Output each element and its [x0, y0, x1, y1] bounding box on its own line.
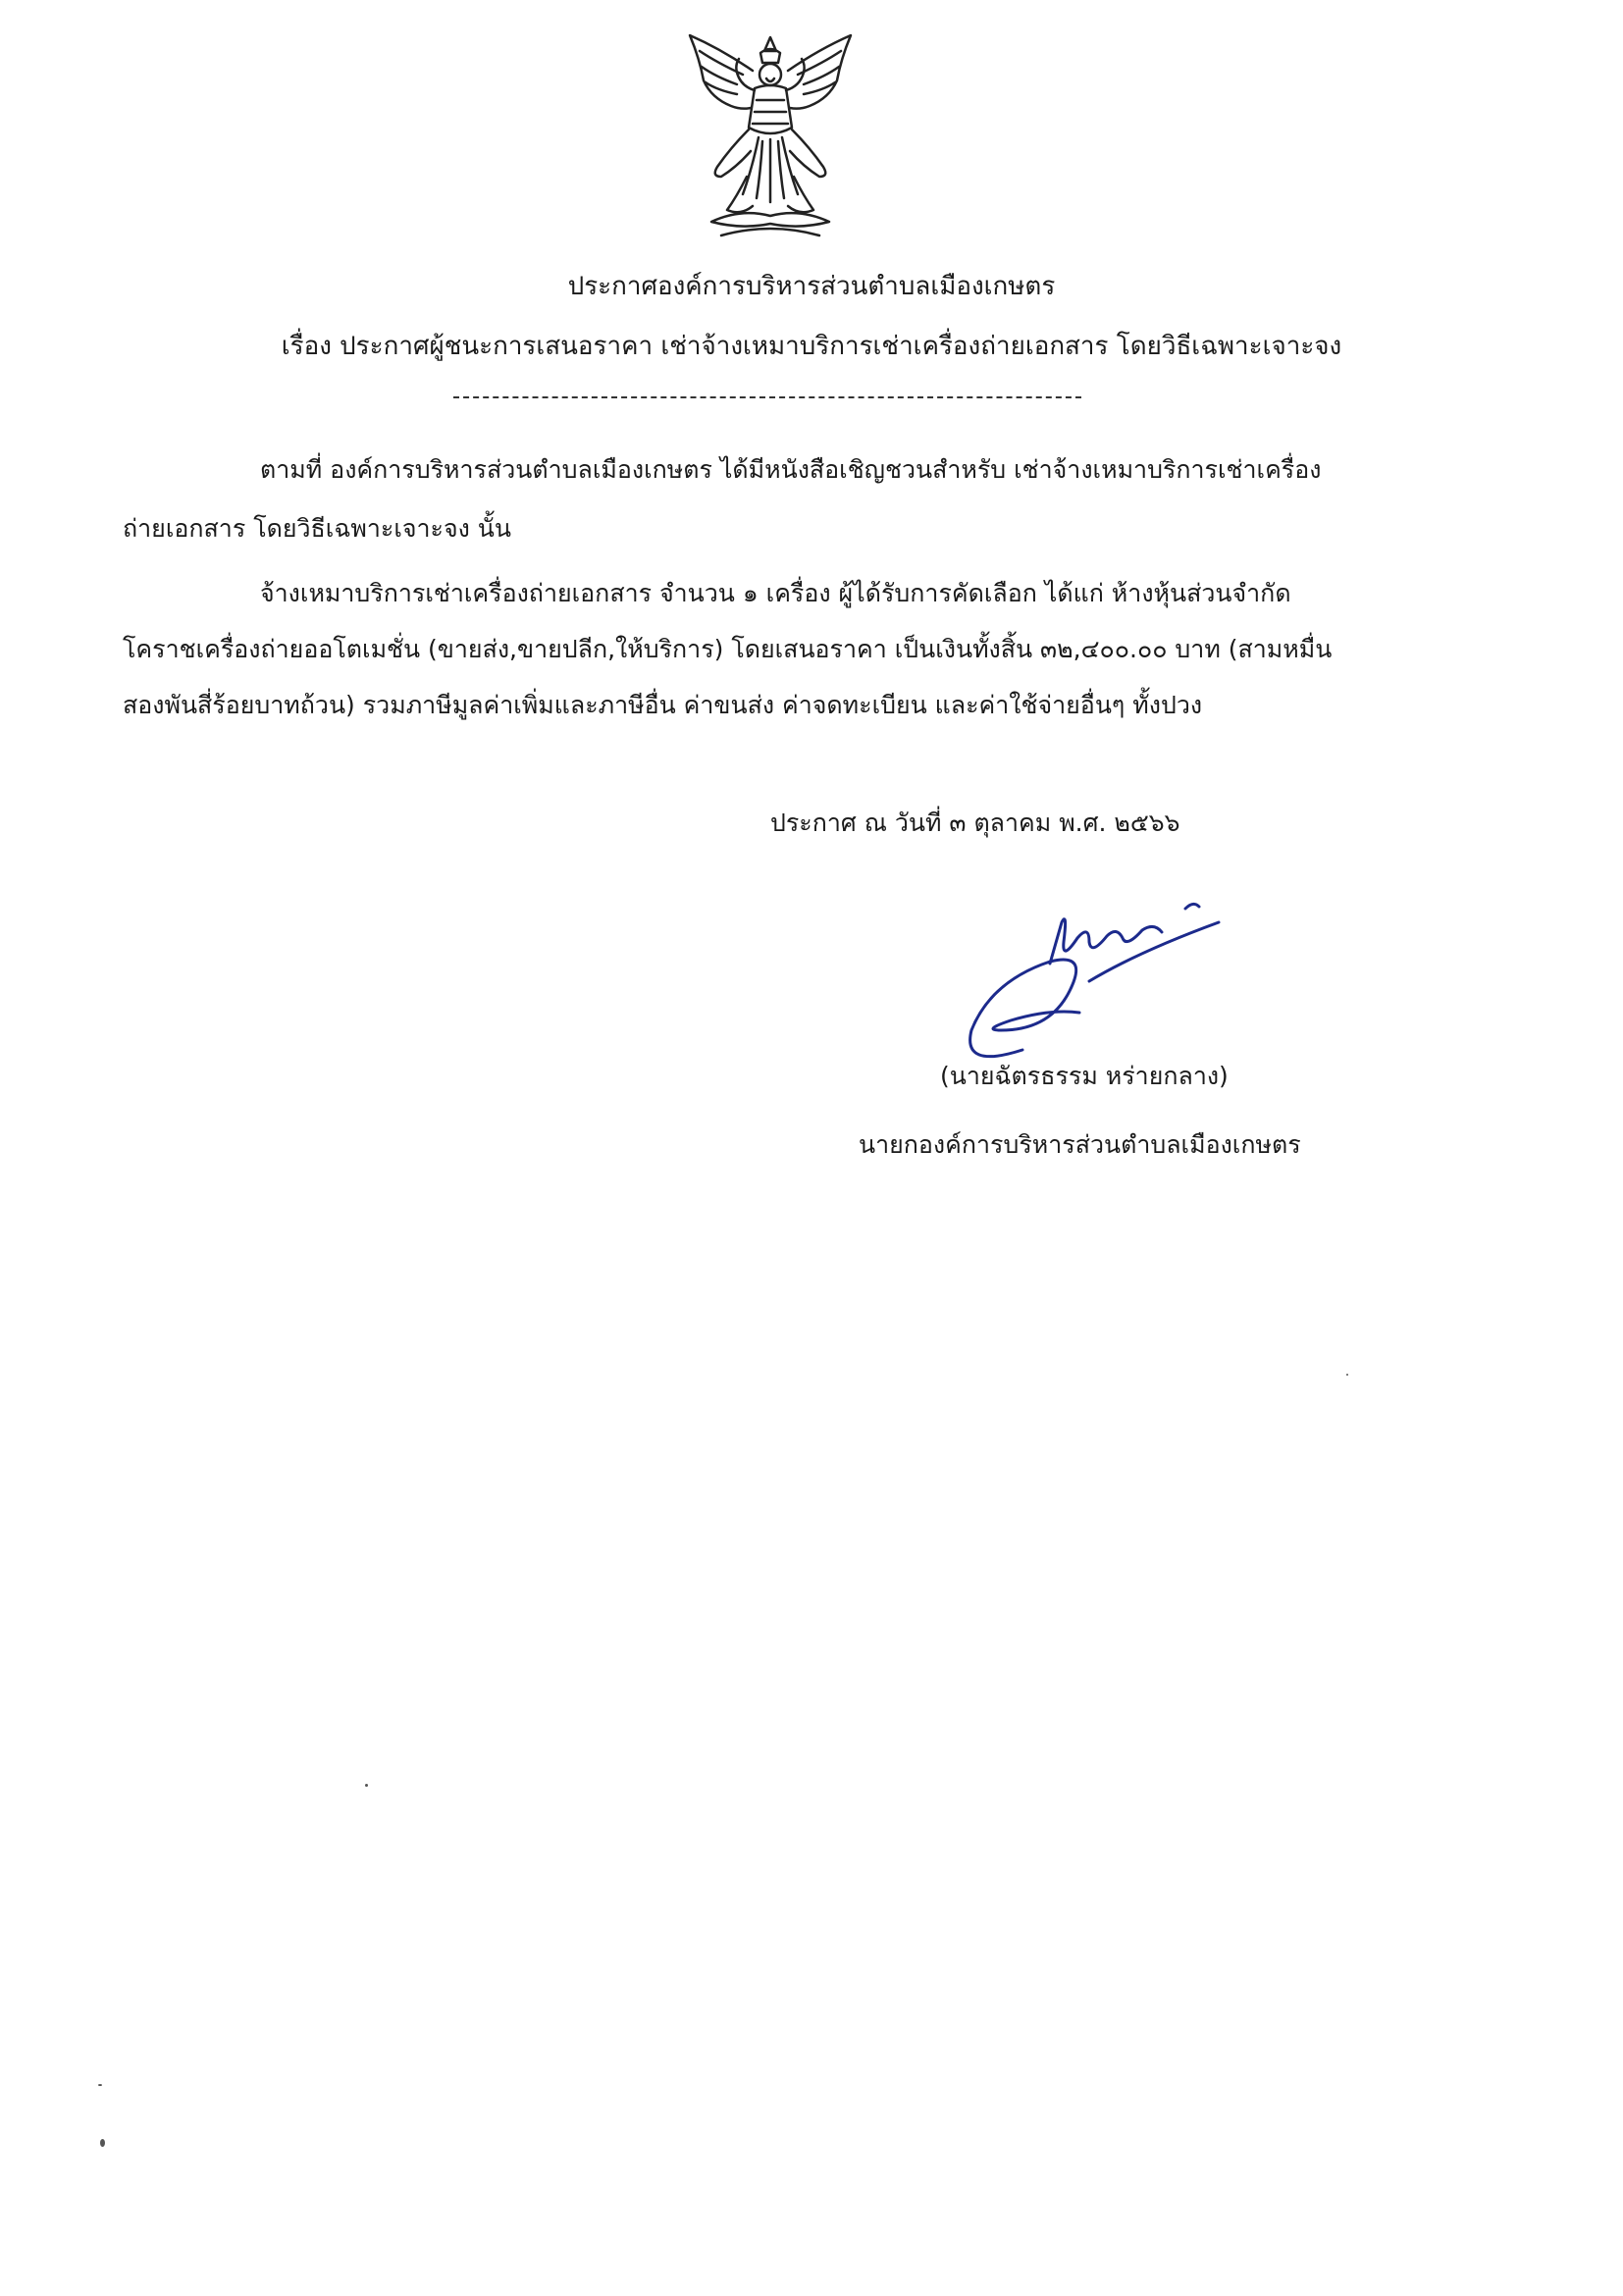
paragraph-2-line-1: จ้างเหมาบริการเช่าเครื่องถ่ายเอกสาร จำนวน ๑ เครื่อง ผู้ได้รับการคัดเลือก ได้แก่ ห้างหุ้นส่วนจำกัด	[260, 579, 1291, 607]
handwritten-signature-icon	[942, 883, 1266, 1079]
garuda-emblem-icon	[682, 29, 859, 243]
signatory-position: นายกองค์การบริหารส่วนตำบลเมืองเกษตร	[859, 1130, 1301, 1159]
scan-speck	[365, 1784, 368, 1787]
scan-speck	[98, 2084, 102, 2086]
announcement-date: ประกาศ ณ วันที่ ๓ ตุลาคม พ.ศ. ๒๕๖๖	[770, 809, 1180, 837]
signatory-name: (นายฉัตรธรรม หร่ายกลาง)	[940, 1062, 1229, 1090]
paragraph-2-line-2: โคราชเครื่องถ่ายออโตเมชั่น (ขายส่ง,ขายปลีก,ให้บริการ) โดยเสนอราคา เป็นเงินทั้งสิ้น ๓๒,๔๐๐.๐๐ บาท (สามหมื่น	[123, 635, 1333, 663]
scan-speck	[100, 2139, 105, 2147]
announcement-subject: เรื่อง ประกาศผู้ชนะการเสนอราคา เช่าจ้างเหมาบริการเช่าเครื่องถ่ายเอกสาร โดยวิธีเฉพาะเจาะจง	[281, 332, 1342, 361]
dashed-divider	[453, 396, 1081, 398]
announcement-title: ประกาศองค์การบริหารส่วนตำบลเมืองเกษตร	[567, 272, 1056, 301]
paragraph-1-line-1: ตามที่ องค์การบริหารส่วนตำบลเมืองเกษตร ได้มีหนังสือเชิญชวนสำหรับ เช่าจ้างเหมาบริการเช่าเครื่อง	[260, 455, 1322, 484]
paragraph-2-line-3: สองพันสี่ร้อยบาทถ้วน) รวมภาษีมูลค่าเพิ่มและภาษีอื่น ค่าขนส่ง ค่าจดทะเบียน และค่าใช้จ่ายอื่นๆ ทั้งปวง	[123, 691, 1203, 719]
paragraph-1-line-2: ถ่ายเอกสาร โดยวิธีเฉพาะเจาะจง นั้น	[123, 514, 511, 543]
scan-speck	[1346, 1374, 1348, 1376]
